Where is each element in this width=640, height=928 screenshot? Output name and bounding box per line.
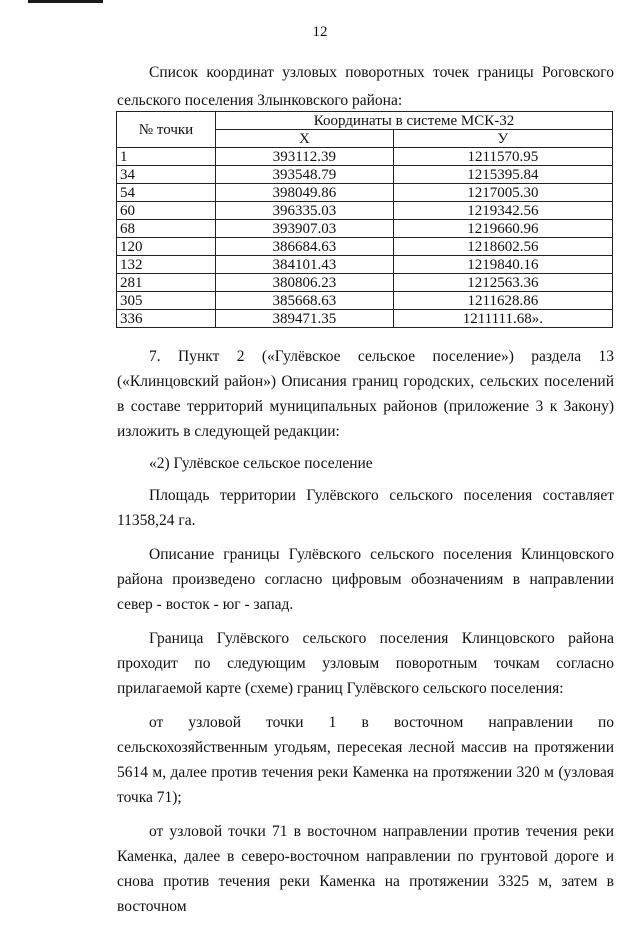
- point-cell: 120: [117, 238, 216, 256]
- coordinates-table: [116, 111, 613, 328]
- table-title: [117, 59, 614, 115]
- table-row: [117, 166, 613, 184]
- table-row: [117, 310, 613, 328]
- table-row: [117, 202, 613, 220]
- table-row: [117, 274, 613, 292]
- x-cell: 385668.63: [216, 292, 394, 310]
- table-row: [117, 292, 613, 310]
- point-cell: 1: [117, 148, 216, 166]
- paragraph-description: Описание границы Гулёвского сельского поселения Клинцовского района произведено согласно цифровым обозначениям в направлении север - восток - юг - запад.: [117, 546, 614, 613]
- paragraph-heading: «2) Гулёвское сельское поселение: [149, 455, 373, 472]
- col-header-point: № точки: [117, 112, 216, 148]
- table-row: [117, 184, 613, 202]
- y-cell: 1217005.30: [393, 184, 612, 202]
- table-title-line-2: сельского поселения Злынковского района:: [117, 92, 403, 109]
- page-number: 12: [312, 24, 328, 40]
- x-cell: 393112.39: [216, 148, 394, 166]
- point-cell: 336: [117, 310, 216, 328]
- top-rule: [28, 0, 103, 3]
- point-cell: 68: [117, 220, 216, 238]
- x-cell: 389471.35: [216, 310, 394, 328]
- paragraph-boundary: Граница Гулёвского сельского поселения Клинцовского района проходит по следующим узловым поворотным точкам согласно прилагаемой карте (схеме) границ Гулёвского сельского поселения:: [117, 630, 614, 697]
- x-cell: 396335.03: [216, 202, 394, 220]
- y-cell: 1219840.16: [393, 256, 612, 274]
- body-text: [117, 344, 614, 928]
- point-cell: 305: [117, 292, 216, 310]
- paragraph-point-1: от узловой точки 1 в восточном направлении по сельскохозяйственным угодьям, пересекая лесной массив на протяжении 5614 м, далее против течения реки Каменка на протяжении 320 м (узловая точка 71);: [117, 714, 614, 806]
- x-cell: 393907.03: [216, 220, 394, 238]
- y-cell: 1219342.56: [393, 202, 612, 220]
- paragraph-area: Площадь территории Гулёвского сельского поселения составляет 11358,24 га.: [117, 487, 614, 529]
- y-cell: 1211111.68».: [393, 310, 612, 328]
- x-cell: 384101.43: [216, 256, 394, 274]
- point-cell: 132: [117, 256, 216, 274]
- point-cell: 34: [117, 166, 216, 184]
- x-cell: 380806.23: [216, 274, 394, 292]
- col-header-y: У: [393, 130, 612, 148]
- table-row: [117, 148, 613, 166]
- paragraph-point-71: от узловой точки 71 в восточном направлении против течения реки Каменка, далее в северо-восточном направлении по грунтовой дороге и снова против течения реки Каменка на протяжении 3325 м, затем в восточном: [117, 823, 614, 915]
- point-cell: 60: [117, 202, 216, 220]
- paragraph-amendment: 7. Пункт 2 («Гулёвское сельское поселение») раздела 13 («Клинцовский район») Описания границ городских, сельских поселений в составе территорий муниципальных районов (приложение 3 к Закону) изложить в следующей редакции:: [117, 348, 614, 440]
- table-row: [117, 238, 613, 256]
- table-title-line-1: Список координат узловых поворотных точек границы Роговского: [149, 64, 614, 81]
- y-cell: 1219660.96: [393, 220, 612, 238]
- y-cell: 1211628.86: [393, 292, 612, 310]
- table-row: [117, 256, 613, 274]
- x-cell: 393548.79: [216, 166, 394, 184]
- y-cell: 1218602.56: [393, 238, 612, 256]
- x-cell: 398049.86: [216, 184, 394, 202]
- y-cell: 1215395.84: [393, 166, 612, 184]
- point-cell: 54: [117, 184, 216, 202]
- table-row: [117, 220, 613, 238]
- y-cell: 1211570.95: [393, 148, 612, 166]
- point-cell: 281: [117, 274, 216, 292]
- coordinates-table-body: [117, 148, 613, 328]
- col-header-x: X: [216, 130, 394, 148]
- x-cell: 386684.63: [216, 238, 394, 256]
- y-cell: 1212563.36: [393, 274, 612, 292]
- col-header-coords: Координаты в системе МСК-32: [216, 112, 613, 130]
